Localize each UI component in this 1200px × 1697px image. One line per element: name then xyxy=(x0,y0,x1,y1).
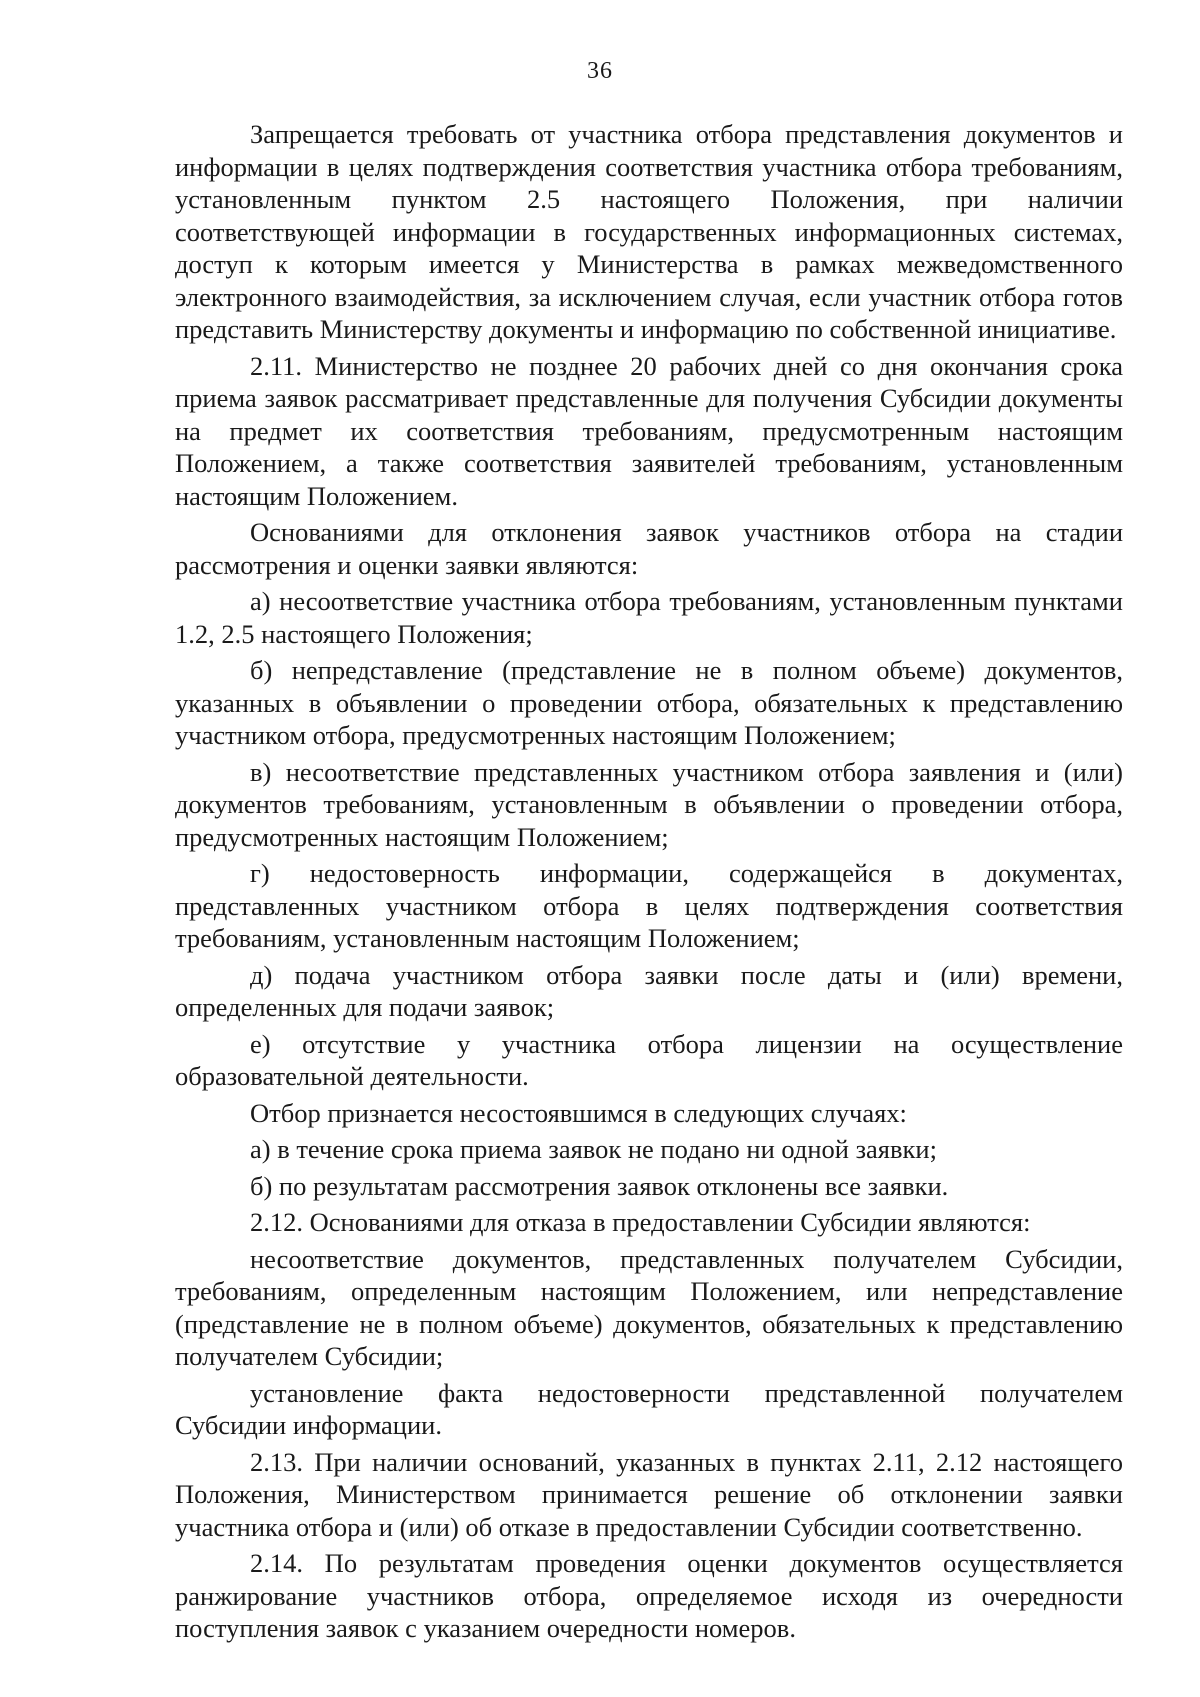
paragraph: 2.11. Министерство не позднее 20 рабочих дней со дня окончания срока приема заявок рассматривает представленные для получения Субсидии документы на предмет их соответствия требованиям, предусмотренным настоящим Положением, а также соответствия заявителей требованиям, установленным настоящим Положением. xyxy=(175,350,1123,511)
paragraph: установление факта недостоверности представленной получателем Субсидии информации. xyxy=(175,1377,1123,1440)
paragraph: 2.12. Основаниями для отказа в предоставлении Субсидии являются: xyxy=(250,1207,1031,1237)
document-body xyxy=(175,118,1123,1649)
paragraph: а) несоответствие участника отбора требованиям, установленным пунктами 1.2, 2.5 настоящего Положения; xyxy=(175,586,1123,649)
paragraph: 2.14. По результатам проведения оценки документов осуществляется ранжирование участников отбора, определяемое исходя из очередности поступления заявок с указанием очередности номеров. xyxy=(175,1548,1123,1643)
paragraph: несоответствие документов, представленных получателем Субсидии, требованиям, определенным настоящим Положением, или непредставление (представление не в полном объеме) документов, обязательных к представлению получателем Субсидии; xyxy=(175,1243,1123,1371)
paragraph: б) непредставление (представление не в полном объеме) документов, указанных в объявлении о проведении отбора, обязательных к представлению участником отбора, предусмотренных настоящим Положением; xyxy=(175,655,1123,750)
paragraph: д) подача участником отбора заявки после даты и (или) времени, определенных для подачи заявок; xyxy=(175,959,1123,1022)
paragraph: Основаниями для отклонения заявок участников отбора на стадии рассмотрения и оценки заявки являются: xyxy=(175,517,1123,580)
paragraph: б) по результатам рассмотрения заявок отклонены все заявки. xyxy=(250,1170,949,1201)
paragraph: г) недостоверность информации, содержащейся в документах, представленных участником отбора в целях подтверждения соответствия требованиям, установленным настоящим Положением; xyxy=(175,858,1123,953)
paragraph: 2.13. При наличии оснований, указанных в пунктах 2.11, 2.12 настоящего Положения, Министерством принимается решение об отклонении заявки участника отбора и (или) об отказе в предоставлении Субсидии соответственно. xyxy=(175,1446,1123,1542)
paragraph: Отбор признается несостоявшимся в следующих случаях: xyxy=(250,1097,907,1128)
paragraph: в) несоответствие представленных участником отбора заявления и (или) документов требованиям, установленным в объявлении о проведении отбора, предусмотренных настоящим Положением; xyxy=(175,756,1123,852)
page-number: 36 xyxy=(587,58,613,84)
paragraph: а) в течение срока приема заявок не подано ни одной заявки; xyxy=(250,1134,937,1164)
paragraph: е) отсутствие у участника отбора лицензии на осуществление образовательной деятельности. xyxy=(175,1028,1123,1091)
paragraph: Запрещается требовать от участника отбора представления документов и информации в целях подтверждения соответствия участника отбора требованиям, установленным пунктом 2.5 настоящего Положения, при наличии соответствующей информации в государственных информационных системах, доступ к которым имеется у Министерства в рамках межведомственного электронного взаимодействия, за исключением случая, если участник отбора готов представить Министерству документы и информацию по собственной инициативе. xyxy=(175,119,1123,344)
